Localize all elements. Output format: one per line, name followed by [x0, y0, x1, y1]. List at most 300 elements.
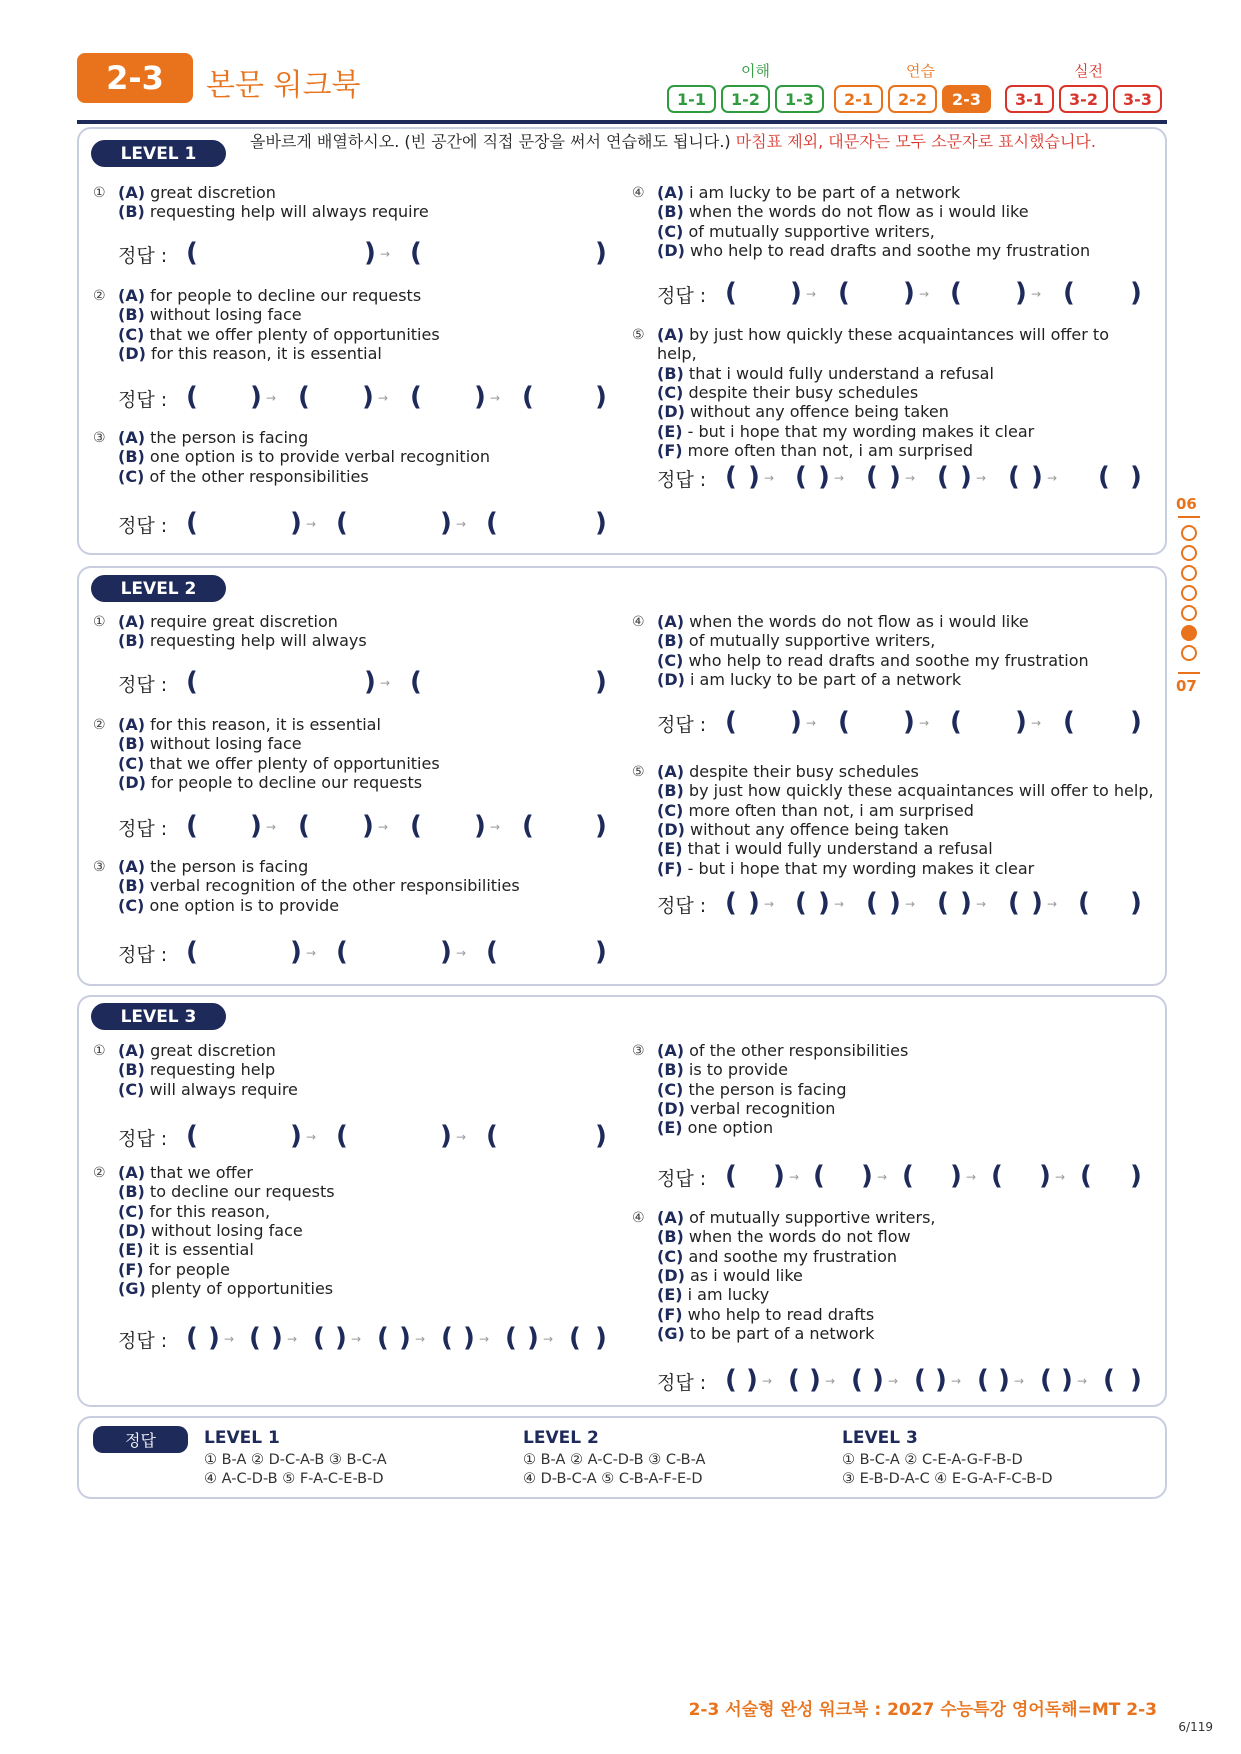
level1-q2-blank-4-close: ): [595, 382, 607, 412]
level3-q3-item-d: [657, 1099, 835, 1118]
item-text: requesting help: [144, 1060, 276, 1080]
level3-q4-item-c: [657, 1247, 897, 1266]
item-text: that we offer plenty of opportunities: [144, 324, 440, 344]
level3-q2-item-c: [118, 1202, 270, 1221]
item-letter: (B): [118, 734, 145, 754]
arrow-icon: →: [976, 897, 987, 911]
level3-q4-blank-7-close: ): [1130, 1365, 1142, 1395]
arrow-icon: →: [378, 391, 389, 405]
level1-q5-number: ⑤: [632, 327, 645, 343]
level2-q4-blank-2-open: (: [838, 707, 850, 737]
item-letter: (D): [657, 819, 685, 839]
level3-q4-answer-label: 정답 :: [657, 1372, 707, 1394]
item-text: one option: [682, 1118, 774, 1138]
level3-q2-number: ②: [93, 1165, 106, 1181]
level3-q2-blank-6-close: ): [527, 1323, 539, 1353]
level2-q4-item-d: [657, 670, 961, 689]
item-letter: (B): [657, 202, 684, 222]
item-letter: (A): [657, 325, 685, 344]
level1-q3-number: ③: [93, 430, 106, 446]
level2-q5-answer-label: 정답 :: [657, 895, 707, 917]
level2-q3-number: ③: [93, 859, 106, 875]
level2-q1-item-a: [118, 612, 338, 631]
arrow-icon: →: [764, 471, 775, 485]
level2-q1-blank-2-close: ): [595, 667, 607, 697]
level2-q4-blank-2-close: ): [903, 707, 915, 737]
item-text: who help to read drafts and soothe my frustration: [683, 650, 1089, 670]
arrow-icon: →: [806, 716, 817, 730]
level3-q2-item-b: [118, 1182, 335, 1201]
level2-q5-blank-3-close: ): [889, 888, 901, 918]
level1-q5-item-c: [657, 383, 918, 402]
level3-q1-blank-2-open: (: [336, 1121, 348, 1151]
level3-q3-blank-1-close: ): [773, 1161, 785, 1191]
item-letter: (A): [657, 1041, 685, 1060]
level2-q3-blank-3-close: ): [595, 937, 607, 967]
nav-button-2-2[interactable]: 2-2: [888, 85, 937, 113]
side-page-top: 06: [1176, 495, 1197, 513]
level3-q3-item-e: [657, 1118, 773, 1137]
level3-q2-item-g: [118, 1279, 333, 1298]
item-letter: (F): [118, 1259, 144, 1279]
item-letter: (C): [657, 650, 684, 670]
level2-q5-number: ⑤: [632, 764, 645, 780]
level1-q2-item-d: [118, 344, 382, 363]
item-text: without losing face: [144, 734, 302, 754]
item-text: the person is facing: [145, 428, 309, 447]
level1-q5-blank-3-open: (: [866, 462, 878, 492]
item-text: of mutually supportive writers,: [684, 1208, 936, 1227]
arrow-icon: →: [1047, 897, 1058, 911]
level3-q2-blank-4-close: ): [399, 1323, 411, 1353]
header-rule: [77, 120, 1167, 124]
level2-q4-blank-3-close: ): [1015, 707, 1027, 737]
arrow-icon: →: [762, 1374, 773, 1388]
arrow-icon: →: [1055, 1170, 1066, 1184]
level2-q4-blank-4-close: ): [1130, 707, 1142, 737]
level3-q3-answer-label: 정답 :: [657, 1168, 707, 1190]
item-text: will always require: [144, 1079, 298, 1099]
answer-key-level2-line2: ④ D-B-C-A ⑤ C-B-A-F-E-D: [523, 1471, 703, 1487]
item-letter: (A): [118, 715, 146, 734]
item-text: for people: [143, 1259, 230, 1279]
side-rule-top: [1178, 516, 1200, 518]
level1-q5-blank-1-open: (: [725, 462, 737, 492]
level2-q4-number: ④: [632, 614, 645, 630]
item-text: for this reason, it is essential: [145, 343, 382, 363]
item-letter: (F): [657, 858, 683, 878]
arrow-icon: →: [415, 1332, 426, 1346]
item-text: to decline our requests: [144, 1182, 335, 1202]
level3-q2-blank-2-close: ): [271, 1323, 283, 1353]
level1-q1-blank-2-close: ): [595, 238, 607, 268]
level2-q3-item-a: [118, 857, 308, 876]
level1-q4-item-d: [657, 241, 1090, 260]
level3-q2-blank-4-open: (: [377, 1323, 389, 1353]
level3-q2-blank-1-close: ): [208, 1323, 220, 1353]
item-letter: (E): [657, 1118, 683, 1138]
level3-q2-blank-3-close: ): [335, 1323, 347, 1353]
item-letter: (B): [118, 202, 145, 222]
arrow-icon: →: [479, 1332, 490, 1346]
level2-q5-blank-1-open: (: [725, 888, 737, 918]
level1-q4-answer-label: 정답 :: [657, 285, 707, 307]
level3-q2-blank-5-close: ): [463, 1323, 475, 1353]
level1-q3-item-a: [118, 428, 308, 447]
level1-q5-blank-4-open: (: [937, 462, 949, 492]
level2-q2-blank-3-close: ): [474, 811, 486, 841]
level2-q2-blank-1-close: ): [250, 811, 262, 841]
level1-q3-item-b: [118, 447, 490, 466]
item-text: that i would fully understand a refusal: [683, 363, 994, 383]
item-letter: (A): [657, 612, 685, 631]
level2-q3-blank-2-open: (: [336, 937, 348, 967]
arrow-icon: →: [306, 946, 317, 960]
item-letter: (D): [118, 772, 146, 792]
arrow-icon: →: [266, 391, 277, 405]
level3-q4-blank-2-open: (: [788, 1365, 800, 1395]
item-letter: (C): [118, 466, 145, 486]
level2-q1-number: ①: [93, 614, 106, 630]
item-text: despite their busy schedules: [684, 762, 919, 781]
item-letter: (A): [118, 857, 146, 876]
level1-q1-item-a: [118, 183, 276, 202]
level3-q4-item-e: [657, 1285, 769, 1304]
page-dot-icon: [1181, 605, 1197, 621]
level1-q5-blank-1-close: ): [748, 462, 760, 492]
level2-q3-answer-label: 정답 :: [118, 944, 168, 966]
item-text: that i would fully understand a refusal: [682, 839, 993, 859]
level2-q2-blank-3-open: (: [410, 811, 422, 841]
item-text: - but i hope that my wording makes it clear: [682, 421, 1035, 441]
level2-q1-answer-label: 정답 :: [118, 674, 168, 696]
item-letter: (G): [118, 1278, 146, 1298]
page-title: 본문 워크북: [206, 68, 361, 103]
level1-q2-item-b: [118, 305, 302, 324]
level3-q2-blank-6-open: (: [505, 1323, 517, 1353]
level3-q2-blank-2-open: (: [249, 1323, 261, 1353]
item-text: of mutually supportive writers,: [683, 221, 935, 241]
level2-q4-blank-1-close: ): [790, 707, 802, 737]
level1-q5-blank-4-close: ): [960, 462, 972, 492]
item-text: without any offence being taken: [684, 819, 949, 839]
level2-q5-blank-3-open: (: [866, 888, 878, 918]
level3-q4-blank-6-open: (: [1040, 1365, 1052, 1395]
level3-q1-blank-1-open: (: [186, 1121, 198, 1151]
item-text: of the other responsibilities: [144, 466, 369, 486]
level1-q3-item-c: [118, 467, 369, 486]
level3-q4-blank-4-open: (: [914, 1365, 926, 1395]
level3-q4-blank-3-close: ): [872, 1365, 884, 1395]
item-text: of the other responsibilities: [684, 1041, 909, 1060]
level3-q1-blank-3-close: ): [595, 1121, 607, 1151]
group-label-understand: 이해: [741, 62, 770, 80]
item-letter: (B): [657, 363, 684, 383]
level3-q3-blank-3-close: ): [950, 1161, 962, 1191]
page-number: 6/119: [1178, 1720, 1213, 1734]
level1-q2-blank-1-open: (: [186, 382, 198, 412]
level1-q5-item-b: [657, 364, 994, 383]
level2-q2-item-b: [118, 734, 302, 753]
level1-q2-number: ②: [93, 288, 106, 304]
page-dot-icon: [1181, 625, 1197, 641]
arrow-icon: →: [456, 517, 467, 531]
level2-q5-item-d: [657, 820, 949, 839]
level3-q3-blank-5-close: ): [1130, 1161, 1142, 1191]
level3-q3-item-a: [657, 1041, 908, 1060]
level1-q2-item-a: [118, 286, 421, 305]
item-letter: (D): [657, 669, 685, 689]
level2-q5-item-e: [657, 839, 993, 858]
item-letter: (F): [657, 440, 683, 460]
level3-q2-blank-1-open: (: [186, 1323, 198, 1353]
nav-button-3-1[interactable]: 3-1: [1005, 85, 1054, 113]
level3-q1-item-c: [118, 1080, 298, 1099]
level2-q4-blank-4-open: (: [1063, 707, 1075, 737]
level1-q5-blank-5-close: ): [1031, 462, 1043, 492]
arrow-icon: →: [888, 1374, 899, 1388]
item-letter: (C): [657, 382, 684, 402]
item-text: is to provide: [683, 1060, 789, 1080]
level3-q3-blank-4-close: ): [1039, 1161, 1051, 1191]
item-letter: (G): [657, 1323, 685, 1343]
nav-button-2-3[interactable]: 2-3: [942, 85, 991, 113]
side-rule-bottom: [1178, 672, 1200, 674]
item-text: verbal recognition of the other responsibilities: [144, 876, 520, 896]
level3-q2-blank-3-open: (: [313, 1323, 325, 1353]
level1-q4-blank-4-close: ): [1130, 278, 1142, 308]
item-letter: (B): [657, 1060, 684, 1080]
item-text: verbal recognition: [684, 1098, 836, 1118]
level3-q1-blank-3-open: (: [486, 1121, 498, 1151]
level2-q5-blank-4-open: (: [937, 888, 949, 918]
item-text: when the words do not flow as i would like: [683, 202, 1029, 222]
arrow-icon: →: [764, 897, 775, 911]
level3-q4-item-d: [657, 1266, 803, 1285]
item-text: one option is to provide verbal recognition: [144, 447, 491, 467]
level3-q2-item-a: [118, 1163, 253, 1182]
level2-q2-item-a: [118, 715, 381, 734]
level1-q1-blank-2-open: (: [410, 238, 422, 268]
nav-button-1-1[interactable]: 1-1: [667, 85, 716, 113]
nav-button-2-1[interactable]: 2-1: [834, 85, 883, 113]
item-text: by just how quickly these acquaintances will offer to help,: [683, 781, 1154, 801]
level1-q5-blank-2-open: (: [795, 462, 807, 492]
item-text: - but i hope that my wording makes it clear: [682, 858, 1035, 878]
item-text: who help to read drafts and soothe my frustration: [684, 240, 1091, 260]
level3-q2-item-d: [118, 1221, 303, 1240]
level2-q3-blank-2-close: ): [440, 937, 452, 967]
level2-q5-blank-6-close: ): [1130, 888, 1142, 918]
level1-q1-blank-1-open: (: [186, 238, 198, 268]
level2-q5-blank-4-close: ): [960, 888, 972, 918]
arrow-icon: →: [543, 1332, 554, 1346]
item-text: despite their busy schedules: [683, 382, 919, 402]
level1-q5-blank-3-close: ): [889, 462, 901, 492]
item-letter: (A): [657, 183, 685, 202]
level1-q2-blank-2-close: ): [362, 382, 374, 412]
arrow-icon: →: [380, 247, 391, 261]
item-text: for people to decline our requests: [145, 286, 422, 305]
level1-q2-blank-4-open: (: [522, 382, 534, 412]
item-letter: (E): [657, 839, 683, 859]
page-dot-icon: [1181, 645, 1197, 661]
level1-q4-blank-3-open: (: [950, 278, 962, 308]
answer-key-level2-line1: ① B-A ② A-C-D-B ③ C-B-A: [523, 1452, 706, 1468]
item-letter: (C): [657, 1079, 684, 1099]
level2-q5-blank-5-close: ): [1031, 888, 1043, 918]
item-text: the person is facing: [145, 857, 309, 876]
item-text: plenty of opportunities: [145, 1278, 334, 1298]
level1-q5-blank-5-open: (: [1008, 462, 1020, 492]
item-letter: (C): [118, 895, 145, 915]
arrow-icon: →: [456, 946, 467, 960]
level3-q4-item-g: [657, 1324, 874, 1343]
item-letter: (C): [118, 753, 145, 773]
level3-q4-blank-1-close: ): [746, 1365, 758, 1395]
level3-q4-blank-5-open: (: [977, 1365, 989, 1395]
level1-q5-blank-6-close: ): [1130, 462, 1142, 492]
level1-q1-number: ①: [93, 185, 106, 201]
item-text: to be part of a network: [684, 1323, 875, 1343]
level1-q3-blank-3-open: (: [486, 508, 498, 538]
level1-q2-answer-label: 정답 :: [118, 389, 168, 411]
arrow-icon: →: [825, 1374, 836, 1388]
level3-q1-blank-1-close: ): [290, 1121, 302, 1151]
arrow-icon: →: [905, 897, 916, 911]
item-letter: (A): [657, 762, 685, 781]
level3-q2-item-f: [118, 1260, 230, 1279]
level3-q1-number: ①: [93, 1043, 106, 1059]
item-letter: (B): [118, 631, 145, 651]
item-text: requesting help will always: [144, 631, 367, 651]
level1-q2-blank-2-open: (: [298, 382, 310, 412]
level2-q5-item-a: [657, 762, 919, 781]
level1-q3-blank-3-close: ): [595, 508, 607, 538]
arrow-icon: →: [1031, 287, 1042, 301]
level1-q5-item-a: [657, 325, 1127, 364]
level1-q3-blank-1-close: ): [290, 508, 302, 538]
instruction-note: 마침표 제외, 대문자는 모두 소문자로 표시했습니다.: [735, 132, 1096, 151]
item-text: for this reason,: [144, 1201, 271, 1221]
item-letter: (C): [118, 324, 145, 344]
level2-q4-answer-label: 정답 :: [657, 714, 707, 736]
level2-q2-number: ②: [93, 717, 106, 733]
item-letter: (D): [118, 343, 146, 363]
item-text: it is essential: [143, 1240, 254, 1260]
group-label-practice: 연습: [906, 62, 935, 80]
arrow-icon: →: [1031, 716, 1042, 730]
arrow-icon: →: [976, 471, 987, 485]
item-letter: (A): [118, 1163, 146, 1182]
nav-button-1-2[interactable]: 1-2: [721, 85, 770, 113]
item-letter: (A): [118, 183, 146, 202]
level3-q4-item-a: [657, 1208, 936, 1227]
group-label-real: 실전: [1074, 62, 1103, 80]
level2-q5-item-b: [657, 781, 1154, 800]
item-text: without losing face: [144, 305, 302, 325]
item-letter: (F): [657, 1304, 683, 1324]
level3-q3-blank-2-close: ): [861, 1161, 873, 1191]
item-letter: (B): [657, 1227, 684, 1247]
item-text: more often than not, i am surprised: [683, 800, 974, 820]
item-text: require great discretion: [145, 612, 338, 631]
level1-q4-blank-2-open: (: [838, 278, 850, 308]
level3-q2-blank-7-open: (: [569, 1323, 581, 1353]
level1-q1-blank-1-close: ): [364, 238, 376, 268]
level2-q3-blank-1-close: ): [290, 937, 302, 967]
nav-button-3-3[interactable]: 3-3: [1113, 85, 1162, 113]
item-text: one option is to provide: [144, 895, 340, 915]
item-letter: (D): [657, 1098, 685, 1118]
level2-q1-item-b: [118, 631, 367, 650]
item-text: of mutually supportive writers,: [683, 631, 936, 651]
level1-q3-blank-2-close: ): [440, 508, 452, 538]
level2-q1-blank-1-open: (: [186, 667, 198, 697]
level2-label: LEVEL 2: [91, 575, 226, 602]
level2-q2-blank-4-open: (: [522, 811, 534, 841]
level1-q4-blank-1-open: (: [725, 278, 737, 308]
level1-q4-blank-2-close: ): [903, 278, 915, 308]
item-text: that we offer: [145, 1163, 253, 1182]
level1-q5-blank-6-open: (: [1098, 462, 1110, 492]
page-dot-icon: [1181, 585, 1197, 601]
arrow-icon: →: [224, 1332, 235, 1346]
level3-q2-item-e: [118, 1240, 254, 1259]
arrow-icon: →: [1077, 1374, 1088, 1388]
level3-q1-item-a: [118, 1041, 276, 1060]
level2-q2-item-d: [118, 773, 422, 792]
level1-q4-blank-4-open: (: [1063, 278, 1075, 308]
level1-q3-answer-label: 정답 :: [118, 515, 168, 537]
answer-key-level1-line2: ④ A-C-D-B ⑤ F-A-C-E-B-D: [204, 1471, 384, 1487]
level3-q3-item-c: [657, 1080, 847, 1099]
level1-label: LEVEL 1: [91, 140, 226, 167]
arrow-icon: →: [306, 1130, 317, 1144]
level2-q5-blank-5-open: (: [1008, 888, 1020, 918]
item-letter: (B): [118, 1182, 145, 1202]
level2-q2-blank-1-open: (: [186, 811, 198, 841]
arrow-icon: →: [490, 820, 501, 834]
level3-q4-blank-6-close: ): [1061, 1365, 1073, 1395]
item-text: and soothe my frustration: [683, 1246, 898, 1266]
arrow-icon: →: [378, 820, 389, 834]
level2-q3-blank-1-open: (: [186, 937, 198, 967]
level2-q5-item-f: [657, 859, 1034, 878]
nav-button-1-3[interactable]: 1-3: [775, 85, 824, 113]
answer-key-level3-line2: ③ E-B-D-A-C ④ E-G-A-F-C-B-D: [842, 1471, 1053, 1487]
level1-q4-item-b: [657, 202, 1029, 221]
arrow-icon: →: [919, 716, 930, 730]
arrow-icon: →: [789, 1170, 800, 1184]
level2-q4-item-b: [657, 631, 935, 650]
arrow-icon: →: [306, 517, 317, 531]
level2-q1-blank-1-close: ): [364, 667, 376, 697]
item-text: by just how quickly these acquaintances will offer to help,: [657, 325, 1109, 364]
level1-q2-blank-1-close: ): [250, 382, 262, 412]
answer-key-level1: LEVEL 1: [204, 1428, 280, 1448]
level1-q5-blank-2-close: ): [818, 462, 830, 492]
arrow-icon: →: [834, 897, 845, 911]
level3-q3-item-b: [657, 1060, 788, 1079]
level2-q1-blank-2-open: (: [410, 667, 422, 697]
item-text: when the words do not flow as i would like: [684, 612, 1029, 631]
answer-key-level1-line1: ① B-A ② D-C-A-B ③ B-C-A: [204, 1452, 387, 1468]
level1-q2-blank-3-open: (: [410, 382, 422, 412]
level2-q3-item-b: [118, 876, 520, 895]
level3-q2-blank-5-open: (: [441, 1323, 453, 1353]
nav-button-3-2[interactable]: 3-2: [1059, 85, 1108, 113]
